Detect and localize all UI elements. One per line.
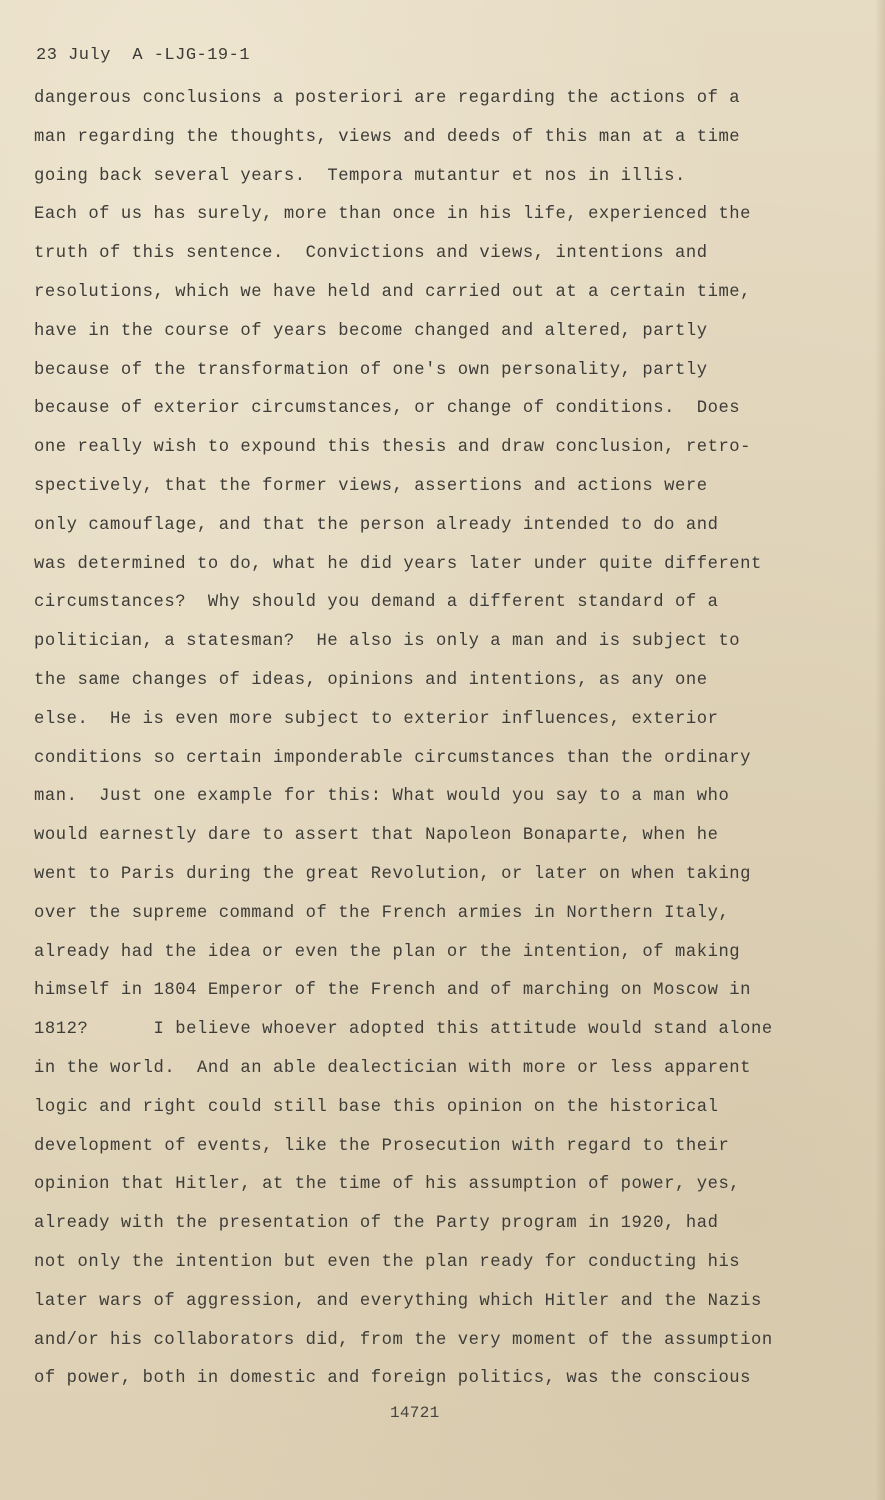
text-line: else. He is even more subject to exterior influences, exterior bbox=[34, 709, 719, 729]
text-line: already with the presentation of the Party program in 1920, had bbox=[34, 1214, 719, 1234]
text-line: circumstances? Why should you demand a different standard of a bbox=[34, 593, 719, 613]
text-line: himself in 1804 Emperor of the French and of marching on Moscow in bbox=[34, 981, 752, 1001]
text-line: resolutions, which we have held and carried out at a certain time, bbox=[34, 282, 752, 302]
text-line: one really wish to expound this thesis and draw conclusion, retro- bbox=[34, 438, 752, 458]
text-line: went to Paris during the great Revolution, or later on when taking bbox=[34, 864, 752, 884]
text-line: dangerous conclusions a posteriori are regarding the actions of a bbox=[34, 89, 741, 108]
page-edge-shadow bbox=[875, 0, 885, 1500]
text-line: because of exterior circumstances, or change of conditions. Does bbox=[34, 399, 741, 419]
text-line: was determined to do, what he did years later under quite different bbox=[34, 554, 762, 574]
text-line: conditions so certain imponderable circumstances than the ordinary bbox=[34, 748, 752, 768]
text-line: man. Just one example for this: What would you say to a man who bbox=[34, 787, 730, 807]
text-line: Each of us has surely, more than once in his life, experienced the bbox=[34, 205, 752, 225]
text-line: over the supreme command of the French armies in Northern Italy, bbox=[34, 903, 730, 923]
text-line: only camouflage, and that the person already intended to do and bbox=[34, 515, 719, 535]
page-header: 23 July A -LJG-19-1 bbox=[36, 46, 251, 65]
text-line: going back several years. Tempora mutantur et nos in illis. bbox=[34, 166, 686, 186]
text-line: 1812? I believe whoever adopted this attitude would stand alone bbox=[34, 1020, 773, 1040]
text-line: logic and right could still base this opinion on the historical bbox=[34, 1097, 719, 1117]
text-line: later wars of aggression, and everything which Hitler and the Nazis bbox=[34, 1291, 762, 1311]
page-number: 14721 bbox=[390, 1404, 440, 1422]
text-line: in the world. And an able dealectician with more or less apparent bbox=[34, 1058, 752, 1078]
text-line: of power, both in domestic and foreign politics, was the conscious bbox=[34, 1369, 752, 1389]
text-line: the same changes of ideas, opinions and intentions, as any one bbox=[34, 670, 708, 690]
text-line: have in the course of years become changed and altered, partly bbox=[34, 321, 708, 341]
text-line: truth of this sentence. Convictions and views, intentions and bbox=[34, 244, 708, 264]
text-line: development of events, like the Prosecution with regard to their bbox=[34, 1136, 730, 1156]
body-text bbox=[34, 88, 773, 1407]
text-line: already had the idea or even the plan or the intention, of making bbox=[34, 942, 741, 962]
text-line: would earnestly dare to assert that Napoleon Bonaparte, when he bbox=[34, 826, 719, 846]
text-line: spectively, that the former views, assertions and actions were bbox=[34, 476, 708, 496]
text-line: politician, a statesman? He also is only a man and is subject to bbox=[34, 632, 741, 652]
text-line: because of the transformation of one's own personality, partly bbox=[34, 360, 708, 380]
text-line: and/or his collaborators did, from the very moment of the assumption bbox=[34, 1330, 773, 1350]
text-line: not only the intention but even the plan ready for conducting his bbox=[34, 1252, 741, 1272]
text-line: opinion that Hitler, at the time of his assumption of power, yes, bbox=[34, 1175, 741, 1195]
text-line: man regarding the thoughts, views and deeds of this man at a time bbox=[34, 127, 741, 147]
